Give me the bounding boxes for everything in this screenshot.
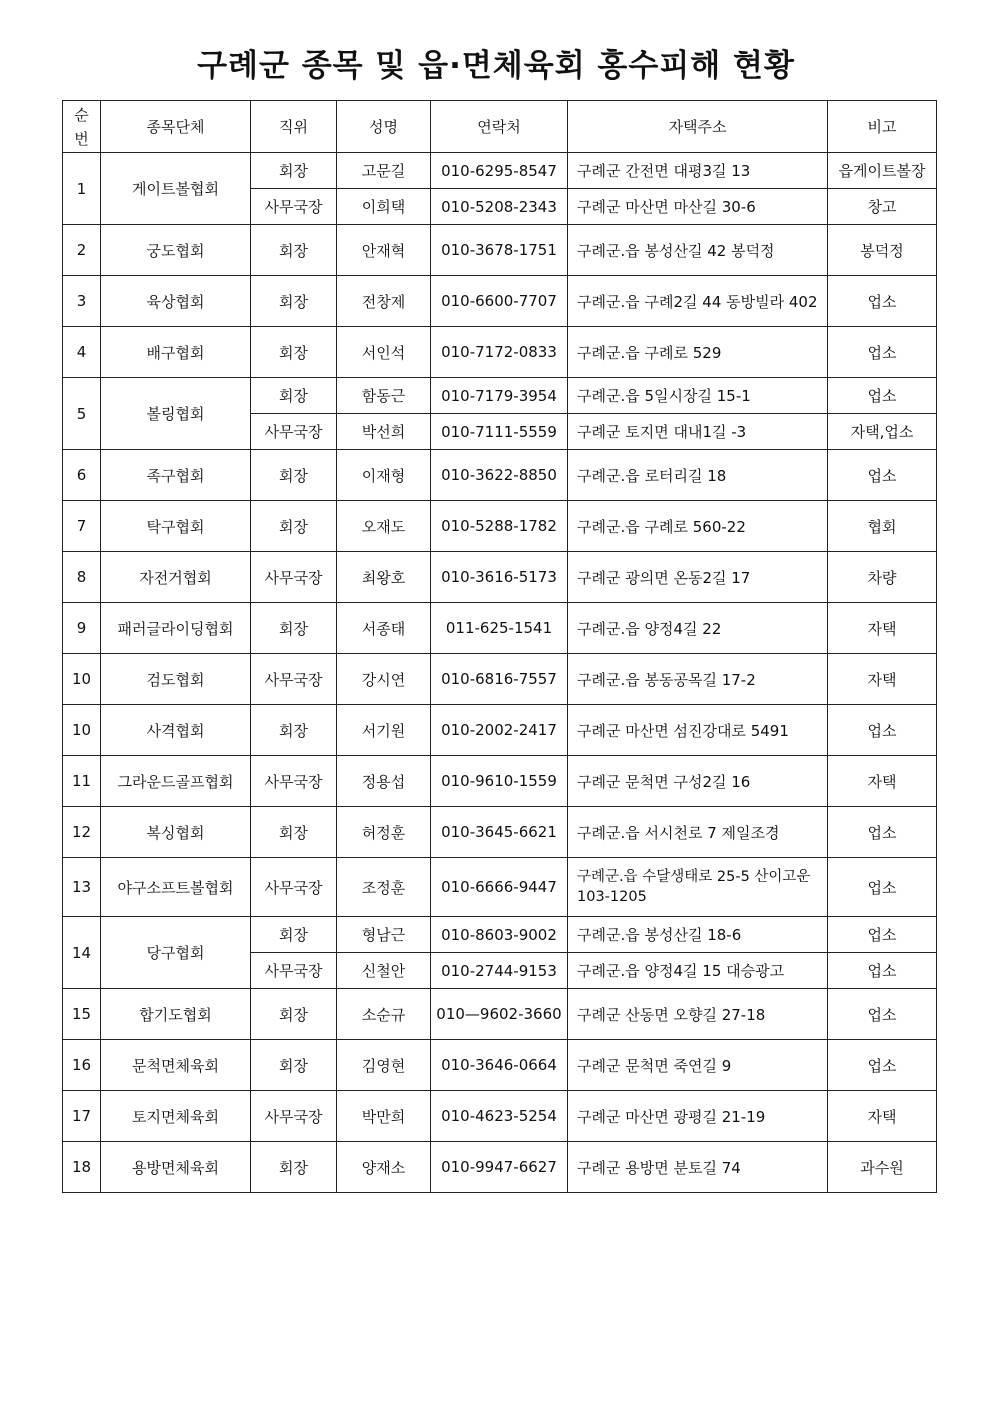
position-cell: 회장 <box>251 378 337 414</box>
name-cell: 최왕호 <box>337 552 431 603</box>
organization-cell: 문척면체육회 <box>101 1040 251 1091</box>
address-cell: 구례군 문척면 죽연길 9 <box>568 1040 828 1091</box>
organization-cell: 게이트볼협회 <box>101 153 251 225</box>
damage-status-table <box>62 100 937 1193</box>
note-cell: 자택,업소 <box>828 414 937 450</box>
position-cell: 회장 <box>251 450 337 501</box>
phone-cell: 010-7172-0833 <box>431 327 568 378</box>
organization-cell: 그라운드골프협회 <box>101 756 251 807</box>
address-cell: 구례군 토지면 대내1길 -3 <box>568 414 828 450</box>
table-row <box>63 378 937 414</box>
note-cell: 업소 <box>828 276 937 327</box>
address-cell: 구례군 문척면 구성2길 16 <box>568 756 828 807</box>
name-cell: 강시연 <box>337 654 431 705</box>
table-row <box>63 756 937 807</box>
row-number: 18 <box>63 1142 101 1193</box>
phone-cell: 010-2744-9153 <box>431 953 568 989</box>
phone-cell: 010-3645-6621 <box>431 807 568 858</box>
table-row <box>63 552 937 603</box>
organization-cell: 탁구협회 <box>101 501 251 552</box>
note-cell: 업소 <box>828 858 937 917</box>
phone-cell: 010-5208-2343 <box>431 189 568 225</box>
header-no-top: 순 <box>74 105 89 124</box>
phone-cell: 011-625-1541 <box>431 603 568 654</box>
table-row <box>63 1040 937 1091</box>
header-row <box>63 101 937 153</box>
organization-cell: 합기도협회 <box>101 989 251 1040</box>
table-row <box>63 917 937 953</box>
position-cell: 회장 <box>251 989 337 1040</box>
name-cell: 서기원 <box>337 705 431 756</box>
address-cell: 구례군.읍 로터리길 18 <box>568 450 828 501</box>
organization-cell: 육상협회 <box>101 276 251 327</box>
position-cell: 회장 <box>251 705 337 756</box>
table-row <box>63 705 937 756</box>
position-cell: 회장 <box>251 153 337 189</box>
note-cell: 업소 <box>828 705 937 756</box>
row-number: 4 <box>63 327 101 378</box>
note-cell: 업소 <box>828 378 937 414</box>
table-row <box>63 603 937 654</box>
position-cell: 사무국장 <box>251 858 337 917</box>
table-row <box>63 807 937 858</box>
address-cell: 구례군.읍 구례로 560-22 <box>568 501 828 552</box>
name-cell: 조정훈 <box>337 858 431 917</box>
address-cell: 구례군 마산면 마산길 30-6 <box>568 189 828 225</box>
phone-cell: 010-5288-1782 <box>431 501 568 552</box>
address-cell: 구례군 광의면 온동2길 17 <box>568 552 828 603</box>
position-cell: 사무국장 <box>251 953 337 989</box>
position-cell: 회장 <box>251 327 337 378</box>
position-cell: 회장 <box>251 917 337 953</box>
phone-cell: 010-8603-9002 <box>431 917 568 953</box>
table-row <box>63 153 937 189</box>
phone-cell: 010-6666-9447 <box>431 858 568 917</box>
phone-cell: 010-7179-3954 <box>431 378 568 414</box>
row-number: 7 <box>63 501 101 552</box>
organization-cell: 복싱협회 <box>101 807 251 858</box>
position-cell: 회장 <box>251 807 337 858</box>
row-number: 3 <box>63 276 101 327</box>
row-number: 12 <box>63 807 101 858</box>
row-number: 17 <box>63 1091 101 1142</box>
note-cell: 업소 <box>828 1040 937 1091</box>
row-number: 9 <box>63 603 101 654</box>
position-cell: 사무국장 <box>251 552 337 603</box>
position-cell: 회장 <box>251 501 337 552</box>
organization-cell: 궁도협회 <box>101 225 251 276</box>
header-name: 성명 <box>337 101 431 153</box>
name-cell: 함동근 <box>337 378 431 414</box>
phone-cell: 010-6295-8547 <box>431 153 568 189</box>
position-cell: 사무국장 <box>251 189 337 225</box>
header-address: 자택주소 <box>568 101 828 153</box>
address-cell: 구례군 간전면 대평3길 13 <box>568 153 828 189</box>
table-row <box>63 501 937 552</box>
table-row <box>63 276 937 327</box>
phone-cell: 010-7111-5559 <box>431 414 568 450</box>
position-cell: 회장 <box>251 603 337 654</box>
row-number: 15 <box>63 989 101 1040</box>
name-cell: 소순규 <box>337 989 431 1040</box>
note-cell: 업소 <box>828 327 937 378</box>
organization-cell: 검도협회 <box>101 654 251 705</box>
address-cell: 구례군.읍 봉성산길 18-6 <box>568 917 828 953</box>
address-cell: 구례군 산동면 오향길 27-18 <box>568 989 828 1040</box>
note-cell: 자택 <box>828 1091 937 1142</box>
address-cell: 구례군 용방면 분토길 74 <box>568 1142 828 1193</box>
note-cell: 차량 <box>828 552 937 603</box>
address-cell: 구례군 마산면 광평길 21-19 <box>568 1091 828 1142</box>
note-cell: 협회 <box>828 501 937 552</box>
phone-cell: 010-6600-7707 <box>431 276 568 327</box>
address-cell: 구례군.읍 서시천로 7 제일조경 <box>568 807 828 858</box>
row-number: 11 <box>63 756 101 807</box>
note-cell: 업소 <box>828 953 937 989</box>
position-cell: 회장 <box>251 276 337 327</box>
address-cell: 구례군.읍 양정4길 22 <box>568 603 828 654</box>
table-row <box>63 1091 937 1142</box>
row-number: 5 <box>63 378 101 450</box>
row-number: 13 <box>63 858 101 917</box>
address-cell: 구례군 마산면 섬진강대로 5491 <box>568 705 828 756</box>
phone-cell: 010-2002-2417 <box>431 705 568 756</box>
name-cell: 서인석 <box>337 327 431 378</box>
address-cell: 구례군.읍 양정4길 15 대승광고 <box>568 953 828 989</box>
header-org: 종목단체 <box>101 101 251 153</box>
name-cell: 박만희 <box>337 1091 431 1142</box>
position-cell: 회장 <box>251 1040 337 1091</box>
phone-cell: 010-9947-6627 <box>431 1142 568 1193</box>
position-cell: 회장 <box>251 1142 337 1193</box>
name-cell: 서종태 <box>337 603 431 654</box>
address-cell: 구례군.읍 수달생태로 25-5 산이고운 103-1205 <box>568 858 828 917</box>
address-cell: 구례군.읍 봉동공목길 17-2 <box>568 654 828 705</box>
phone-cell: 010-4623-5254 <box>431 1091 568 1142</box>
position-cell: 사무국장 <box>251 654 337 705</box>
organization-cell: 족구협회 <box>101 450 251 501</box>
row-number: 14 <box>63 917 101 989</box>
organization-cell: 용방면체육회 <box>101 1142 251 1193</box>
phone-cell: 010-3646-0664 <box>431 1040 568 1091</box>
organization-cell: 배구협회 <box>101 327 251 378</box>
header-no-bottom: 번 <box>74 129 89 148</box>
row-number: 6 <box>63 450 101 501</box>
organization-cell: 사격협회 <box>101 705 251 756</box>
name-cell: 안재혁 <box>337 225 431 276</box>
name-cell: 정용섭 <box>337 756 431 807</box>
name-cell: 전창제 <box>337 276 431 327</box>
position-cell: 사무국장 <box>251 756 337 807</box>
row-number: 10 <box>63 654 101 705</box>
organization-cell: 자전거협회 <box>101 552 251 603</box>
phone-cell: 010-6816-7557 <box>431 654 568 705</box>
note-cell: 자택 <box>828 654 937 705</box>
name-cell: 형남근 <box>337 917 431 953</box>
header-position: 직위 <box>251 101 337 153</box>
row-number: 8 <box>63 552 101 603</box>
phone-cell: 010-3678-1751 <box>431 225 568 276</box>
name-cell: 허정훈 <box>337 807 431 858</box>
table-row <box>63 1142 937 1193</box>
position-cell: 사무국장 <box>251 414 337 450</box>
note-cell: 업소 <box>828 807 937 858</box>
table-body <box>63 153 937 1193</box>
organization-cell: 토지면체육회 <box>101 1091 251 1142</box>
phone-cell: 010-3616-5173 <box>431 552 568 603</box>
header-no <box>63 101 101 153</box>
name-cell: 박선희 <box>337 414 431 450</box>
table-row <box>63 327 937 378</box>
note-cell: 자택 <box>828 603 937 654</box>
note-cell: 자택 <box>828 756 937 807</box>
name-cell: 이재형 <box>337 450 431 501</box>
note-cell: 과수원 <box>828 1142 937 1193</box>
address-cell: 구례군.읍 구례로 529 <box>568 327 828 378</box>
name-cell: 오재도 <box>337 501 431 552</box>
name-cell: 김영현 <box>337 1040 431 1091</box>
header-phone: 연락처 <box>431 101 568 153</box>
table-row <box>63 858 937 917</box>
address-cell: 구례군.읍 봉성산길 42 봉덕정 <box>568 225 828 276</box>
row-number: 10 <box>63 705 101 756</box>
table-row <box>63 225 937 276</box>
table-row <box>63 450 937 501</box>
row-number: 1 <box>63 153 101 225</box>
name-cell: 이희택 <box>337 189 431 225</box>
page-title: 구례군 종목 및 읍·면체육회 홍수피해 현황 <box>197 48 795 84</box>
phone-cell: 010-3622-8850 <box>431 450 568 501</box>
organization-cell: 당구협회 <box>101 917 251 989</box>
note-cell: 봉덕정 <box>828 225 937 276</box>
name-cell: 신철안 <box>337 953 431 989</box>
name-cell: 고문길 <box>337 153 431 189</box>
note-cell: 업소 <box>828 450 937 501</box>
note-cell: 읍게이트볼장 <box>828 153 937 189</box>
header-note: 비고 <box>828 101 937 153</box>
address-cell: 구례군.읍 구례2길 44 동방빌라 402 <box>568 276 828 327</box>
organization-cell: 볼링협회 <box>101 378 251 450</box>
name-cell: 양재소 <box>337 1142 431 1193</box>
note-cell: 업소 <box>828 917 937 953</box>
table-row <box>63 654 937 705</box>
phone-cell: 010—9602-3660 <box>431 989 568 1040</box>
table-row <box>63 989 937 1040</box>
address-cell: 구례군.읍 5일시장길 15-1 <box>568 378 828 414</box>
note-cell: 업소 <box>828 989 937 1040</box>
phone-cell: 010-9610-1559 <box>431 756 568 807</box>
row-number: 16 <box>63 1040 101 1091</box>
position-cell: 사무국장 <box>251 1091 337 1142</box>
position-cell: 회장 <box>251 225 337 276</box>
row-number: 2 <box>63 225 101 276</box>
note-cell: 창고 <box>828 189 937 225</box>
organization-cell: 야구소프트볼협회 <box>101 858 251 917</box>
organization-cell: 패러글라이딩협회 <box>101 603 251 654</box>
